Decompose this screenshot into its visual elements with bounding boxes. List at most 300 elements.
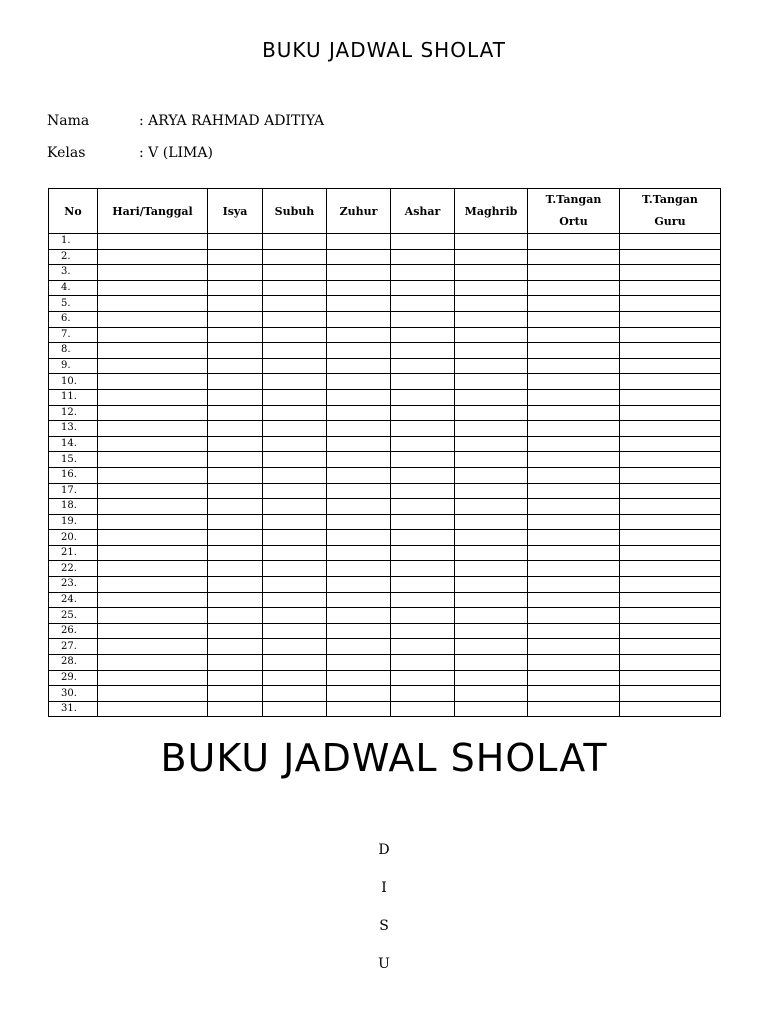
zuhur-cell[interactable] (327, 545, 391, 561)
ttd-ortu-cell[interactable] (528, 358, 620, 374)
maghrib-cell[interactable] (455, 530, 528, 546)
ttd-ortu-cell[interactable] (528, 561, 620, 577)
header-ttd-ortu (528, 189, 620, 234)
isya-cell[interactable] (208, 358, 263, 374)
zuhur-cell[interactable] (327, 405, 391, 421)
isya-cell[interactable] (208, 249, 263, 265)
table-row (49, 655, 721, 671)
ttd-ortu-cell[interactable] (528, 577, 620, 593)
hari-tanggal-cell[interactable] (98, 405, 208, 421)
hari-tanggal-cell[interactable] (98, 592, 208, 608)
maghrib-cell[interactable] (455, 436, 528, 452)
zuhur-cell[interactable] (327, 592, 391, 608)
header-ashar: Ashar (391, 189, 455, 234)
ashar-cell[interactable] (391, 405, 455, 421)
hari-tanggal-cell[interactable] (98, 311, 208, 327)
ttd-ortu-cell[interactable] (528, 514, 620, 530)
zuhur-cell[interactable] (327, 499, 391, 515)
ashar-cell[interactable] (391, 452, 455, 468)
maghrib-cell[interactable] (455, 701, 528, 717)
ttd-ortu-cell[interactable] (528, 701, 620, 717)
subuh-cell[interactable] (263, 265, 327, 281)
maghrib-cell[interactable] (455, 374, 528, 390)
ttd-ortu-cell[interactable] (528, 265, 620, 281)
ttd-ortu-cell[interactable] (528, 592, 620, 608)
subuh-cell[interactable] (263, 561, 327, 577)
subuh-cell[interactable] (263, 623, 327, 639)
subuh-cell[interactable] (263, 577, 327, 593)
ttd-guru-cell[interactable] (620, 514, 721, 530)
ttd-ortu-cell[interactable] (528, 374, 620, 390)
isya-cell[interactable] (208, 655, 263, 671)
maghrib-cell[interactable] (455, 592, 528, 608)
header-ttd-ortu-line1: T.Tangan (545, 193, 602, 206)
ashar-cell[interactable] (391, 561, 455, 577)
subuh-cell[interactable] (263, 421, 327, 437)
ttd-guru-cell[interactable] (620, 545, 721, 561)
page-title: BUKU JADWAL SHOLAT (262, 38, 506, 62)
subuh-cell[interactable] (263, 514, 327, 530)
ashar-cell[interactable] (391, 389, 455, 405)
zuhur-cell[interactable] (327, 655, 391, 671)
ttd-guru-cell[interactable] (620, 405, 721, 421)
zuhur-cell[interactable] (327, 327, 391, 343)
maghrib-cell[interactable] (455, 545, 528, 561)
subuh-cell[interactable] (263, 311, 327, 327)
isya-cell[interactable] (208, 577, 263, 593)
ttd-guru-cell[interactable] (620, 655, 721, 671)
ttd-guru-cell[interactable] (620, 436, 721, 452)
table-row (49, 452, 721, 468)
maghrib-cell[interactable] (455, 280, 528, 296)
hari-tanggal-cell[interactable] (98, 545, 208, 561)
row-number: 14. (49, 436, 98, 452)
subuh-cell[interactable] (263, 639, 327, 655)
subuh-cell[interactable] (263, 530, 327, 546)
letter: U (378, 956, 390, 972)
ashar-cell[interactable] (391, 467, 455, 483)
ttd-guru-cell[interactable] (620, 311, 721, 327)
subuh-cell[interactable] (263, 280, 327, 296)
zuhur-cell[interactable] (327, 670, 391, 686)
ashar-cell[interactable] (391, 592, 455, 608)
ashar-cell[interactable] (391, 499, 455, 515)
ashar-cell[interactable] (391, 545, 455, 561)
isya-cell[interactable] (208, 483, 263, 499)
maghrib-cell[interactable] (455, 234, 528, 250)
table-row (49, 265, 721, 281)
ttd-guru-cell[interactable] (620, 327, 721, 343)
letter: S (379, 918, 389, 934)
table-row (49, 514, 721, 530)
ttd-ortu-cell[interactable] (528, 545, 620, 561)
isya-cell[interactable] (208, 608, 263, 624)
ashar-cell[interactable] (391, 436, 455, 452)
header-no: No (49, 189, 98, 234)
nama-label: Nama (47, 113, 90, 129)
table-row (49, 389, 721, 405)
maghrib-cell[interactable] (455, 499, 528, 515)
zuhur-cell[interactable] (327, 608, 391, 624)
row-number: 30. (49, 686, 98, 702)
subuh-cell[interactable] (263, 452, 327, 468)
ttd-guru-cell[interactable] (620, 623, 721, 639)
ashar-cell[interactable] (391, 701, 455, 717)
isya-cell[interactable] (208, 592, 263, 608)
hari-tanggal-cell[interactable] (98, 701, 208, 717)
ashar-cell[interactable] (391, 374, 455, 390)
ttd-ortu-cell[interactable] (528, 452, 620, 468)
subuh-cell[interactable] (263, 358, 327, 374)
subuh-cell[interactable] (263, 343, 327, 359)
subuh-cell[interactable] (263, 545, 327, 561)
subuh-cell[interactable] (263, 389, 327, 405)
maghrib-cell[interactable] (455, 358, 528, 374)
ttd-guru-cell[interactable] (620, 234, 721, 250)
table-row (49, 530, 721, 546)
subuh-cell[interactable] (263, 608, 327, 624)
zuhur-cell[interactable] (327, 701, 391, 717)
table-row (49, 280, 721, 296)
zuhur-cell[interactable] (327, 686, 391, 702)
maghrib-cell[interactable] (455, 467, 528, 483)
subuh-cell[interactable] (263, 499, 327, 515)
ttd-guru-cell[interactable] (620, 499, 721, 515)
ttd-ortu-cell[interactable] (528, 343, 620, 359)
ashar-cell[interactable] (391, 639, 455, 655)
zuhur-cell[interactable] (327, 467, 391, 483)
hari-tanggal-cell[interactable] (98, 623, 208, 639)
isya-cell[interactable] (208, 623, 263, 639)
table-row (49, 592, 721, 608)
kelas-value: : V (LIMA) (139, 145, 213, 161)
zuhur-cell[interactable] (327, 436, 391, 452)
isya-cell[interactable] (208, 343, 263, 359)
zuhur-cell[interactable] (327, 311, 391, 327)
isya-cell[interactable] (208, 514, 263, 530)
zuhur-cell[interactable] (327, 623, 391, 639)
ttd-ortu-cell[interactable] (528, 530, 620, 546)
row-number: 11. (49, 389, 98, 405)
hari-tanggal-cell[interactable] (98, 483, 208, 499)
isya-cell[interactable] (208, 311, 263, 327)
table-header-row (49, 189, 721, 234)
ttd-guru-cell[interactable] (620, 577, 721, 593)
row-number: 8. (49, 343, 98, 359)
maghrib-cell[interactable] (455, 405, 528, 421)
table-row (49, 296, 721, 312)
maghrib-cell[interactable] (455, 514, 528, 530)
row-number: 5. (49, 296, 98, 312)
isya-cell[interactable] (208, 234, 263, 250)
hari-tanggal-cell[interactable] (98, 655, 208, 671)
zuhur-cell[interactable] (327, 514, 391, 530)
hari-tanggal-cell[interactable] (98, 374, 208, 390)
ttd-ortu-cell[interactable] (528, 405, 620, 421)
zuhur-cell[interactable] (327, 234, 391, 250)
ttd-guru-cell[interactable] (620, 701, 721, 717)
isya-cell[interactable] (208, 639, 263, 655)
ttd-guru-cell[interactable] (620, 483, 721, 499)
zuhur-cell[interactable] (327, 452, 391, 468)
table-row (49, 405, 721, 421)
ttd-guru-cell[interactable] (620, 265, 721, 281)
hari-tanggal-cell[interactable] (98, 514, 208, 530)
cover-title: BUKU JADWAL SHOLAT (160, 736, 608, 780)
ttd-ortu-cell[interactable] (528, 608, 620, 624)
ashar-cell[interactable] (391, 265, 455, 281)
row-number: 12. (49, 405, 98, 421)
isya-cell[interactable] (208, 389, 263, 405)
zuhur-cell[interactable] (327, 249, 391, 265)
kelas-label: Kelas (47, 145, 86, 161)
ttd-ortu-cell[interactable] (528, 686, 620, 702)
hari-tanggal-cell[interactable] (98, 686, 208, 702)
table-row (49, 608, 721, 624)
maghrib-cell[interactable] (455, 311, 528, 327)
ttd-guru-cell[interactable] (620, 592, 721, 608)
header-ttd-guru-line2: Guru (654, 215, 686, 228)
hari-tanggal-cell[interactable] (98, 639, 208, 655)
maghrib-cell[interactable] (455, 561, 528, 577)
zuhur-cell[interactable] (327, 421, 391, 437)
isya-cell[interactable] (208, 374, 263, 390)
ashar-cell[interactable] (391, 280, 455, 296)
maghrib-cell[interactable] (455, 389, 528, 405)
subuh-cell[interactable] (263, 405, 327, 421)
isya-cell[interactable] (208, 296, 263, 312)
zuhur-cell[interactable] (327, 389, 391, 405)
table-body (49, 234, 721, 717)
zuhur-cell[interactable] (327, 561, 391, 577)
subuh-cell[interactable] (263, 483, 327, 499)
isya-cell[interactable] (208, 467, 263, 483)
subuh-cell[interactable] (263, 296, 327, 312)
isya-cell[interactable] (208, 670, 263, 686)
nama-row (47, 113, 324, 129)
hari-tanggal-cell[interactable] (98, 358, 208, 374)
ashar-cell[interactable] (391, 311, 455, 327)
ttd-ortu-cell[interactable] (528, 499, 620, 515)
isya-cell[interactable] (208, 265, 263, 281)
hari-tanggal-cell[interactable] (98, 265, 208, 281)
ttd-guru-cell[interactable] (620, 389, 721, 405)
header-hari-tanggal: Hari/Tanggal (98, 189, 208, 234)
subuh-cell[interactable] (263, 374, 327, 390)
maghrib-cell[interactable] (455, 608, 528, 624)
ttd-guru-cell[interactable] (620, 452, 721, 468)
maghrib-cell[interactable] (455, 483, 528, 499)
maghrib-cell[interactable] (455, 265, 528, 281)
ttd-ortu-cell[interactable] (528, 249, 620, 265)
subuh-cell[interactable] (263, 467, 327, 483)
zuhur-cell[interactable] (327, 296, 391, 312)
ttd-guru-cell[interactable] (620, 421, 721, 437)
maghrib-cell[interactable] (455, 577, 528, 593)
header-isya: Isya (208, 189, 263, 234)
ttd-ortu-cell[interactable] (528, 655, 620, 671)
hari-tanggal-cell[interactable] (98, 577, 208, 593)
ashar-cell[interactable] (391, 249, 455, 265)
table-row (49, 701, 721, 717)
hari-tanggal-cell[interactable] (98, 452, 208, 468)
ashar-cell[interactable] (391, 358, 455, 374)
isya-cell[interactable] (208, 280, 263, 296)
row-number: 31. (49, 701, 98, 717)
maghrib-cell[interactable] (455, 343, 528, 359)
ttd-ortu-cell[interactable] (528, 483, 620, 499)
maghrib-cell[interactable] (455, 670, 528, 686)
table-row (49, 358, 721, 374)
ttd-ortu-cell[interactable] (528, 389, 620, 405)
isya-cell[interactable] (208, 405, 263, 421)
hari-tanggal-cell[interactable] (98, 280, 208, 296)
ashar-cell[interactable] (391, 234, 455, 250)
maghrib-cell[interactable] (455, 686, 528, 702)
maghrib-cell[interactable] (455, 249, 528, 265)
zuhur-cell[interactable] (327, 358, 391, 374)
table-row (49, 670, 721, 686)
prayer-schedule-table (48, 188, 721, 717)
ashar-cell[interactable] (391, 296, 455, 312)
row-number: 25. (49, 608, 98, 624)
subuh-cell[interactable] (263, 327, 327, 343)
subuh-cell[interactable] (263, 686, 327, 702)
header-zuhur: Zuhur (327, 189, 391, 234)
ttd-ortu-cell[interactable] (528, 421, 620, 437)
subuh-cell[interactable] (263, 234, 327, 250)
zuhur-cell[interactable] (327, 280, 391, 296)
hari-tanggal-cell[interactable] (98, 327, 208, 343)
ttd-ortu-cell[interactable] (528, 234, 620, 250)
ttd-guru-cell[interactable] (620, 249, 721, 265)
row-number: 13. (49, 421, 98, 437)
ashar-cell[interactable] (391, 577, 455, 593)
ttd-guru-cell[interactable] (620, 343, 721, 359)
ashar-cell[interactable] (391, 343, 455, 359)
hari-tanggal-cell[interactable] (98, 530, 208, 546)
subuh-cell[interactable] (263, 670, 327, 686)
hari-tanggal-cell[interactable] (98, 561, 208, 577)
ttd-guru-cell[interactable] (620, 374, 721, 390)
isya-cell[interactable] (208, 436, 263, 452)
ashar-cell[interactable] (391, 514, 455, 530)
subuh-cell[interactable] (263, 655, 327, 671)
hari-tanggal-cell[interactable] (98, 608, 208, 624)
ttd-guru-cell[interactable] (620, 561, 721, 577)
subuh-cell[interactable] (263, 249, 327, 265)
subuh-cell[interactable] (263, 701, 327, 717)
ttd-guru-cell[interactable] (620, 280, 721, 296)
ttd-ortu-cell[interactable] (528, 296, 620, 312)
ttd-guru-cell[interactable] (620, 670, 721, 686)
ttd-ortu-cell[interactable] (528, 327, 620, 343)
ttd-ortu-cell[interactable] (528, 311, 620, 327)
subuh-cell[interactable] (263, 436, 327, 452)
hari-tanggal-cell[interactable] (98, 234, 208, 250)
ttd-guru-cell[interactable] (620, 358, 721, 374)
ashar-cell[interactable] (391, 623, 455, 639)
isya-cell[interactable] (208, 561, 263, 577)
maghrib-cell[interactable] (455, 296, 528, 312)
ashar-cell[interactable] (391, 327, 455, 343)
row-number: 26. (49, 623, 98, 639)
ashar-cell[interactable] (391, 655, 455, 671)
isya-cell[interactable] (208, 545, 263, 561)
ttd-guru-cell[interactable] (620, 296, 721, 312)
ttd-guru-cell[interactable] (620, 530, 721, 546)
maghrib-cell[interactable] (455, 623, 528, 639)
ttd-ortu-cell[interactable] (528, 467, 620, 483)
table-row (49, 639, 721, 655)
hari-tanggal-cell[interactable] (98, 467, 208, 483)
maghrib-cell[interactable] (455, 655, 528, 671)
hari-tanggal-cell[interactable] (98, 249, 208, 265)
zuhur-cell[interactable] (327, 530, 391, 546)
zuhur-cell[interactable] (327, 483, 391, 499)
hari-tanggal-cell[interactable] (98, 670, 208, 686)
table-row (49, 577, 721, 593)
ttd-ortu-cell[interactable] (528, 436, 620, 452)
table-row (49, 467, 721, 483)
maghrib-cell[interactable] (455, 452, 528, 468)
zuhur-cell[interactable] (327, 639, 391, 655)
ttd-ortu-cell[interactable] (528, 670, 620, 686)
ashar-cell[interactable] (391, 608, 455, 624)
ashar-cell[interactable] (391, 530, 455, 546)
table-row (49, 374, 721, 390)
isya-cell[interactable] (208, 327, 263, 343)
isya-cell[interactable] (208, 701, 263, 717)
maghrib-cell[interactable] (455, 421, 528, 437)
hari-tanggal-cell[interactable] (98, 436, 208, 452)
subuh-cell[interactable] (263, 592, 327, 608)
ttd-guru-cell[interactable] (620, 467, 721, 483)
maghrib-cell[interactable] (455, 639, 528, 655)
ttd-guru-cell[interactable] (620, 686, 721, 702)
maghrib-cell[interactable] (455, 327, 528, 343)
ashar-cell[interactable] (391, 421, 455, 437)
header-ttd-ortu-line2: Ortu (559, 215, 588, 228)
isya-cell[interactable] (208, 530, 263, 546)
zuhur-cell[interactable] (327, 265, 391, 281)
ttd-ortu-cell[interactable] (528, 280, 620, 296)
ttd-guru-cell[interactable] (620, 608, 721, 624)
hari-tanggal-cell[interactable] (98, 421, 208, 437)
ashar-cell[interactable] (391, 670, 455, 686)
ashar-cell[interactable] (391, 686, 455, 702)
hari-tanggal-cell[interactable] (98, 296, 208, 312)
nama-value: : ARYA RAHMAD ADITIYA (139, 113, 325, 129)
isya-cell[interactable] (208, 499, 263, 515)
ttd-guru-cell[interactable] (620, 639, 721, 655)
header-ttd-guru-line1: T.Tangan (642, 193, 698, 206)
ttd-ortu-cell[interactable] (528, 623, 620, 639)
isya-cell[interactable] (208, 452, 263, 468)
hari-tanggal-cell[interactable] (98, 389, 208, 405)
isya-cell[interactable] (208, 421, 263, 437)
hari-tanggal-cell[interactable] (98, 343, 208, 359)
hari-tanggal-cell[interactable] (98, 499, 208, 515)
ttd-ortu-cell[interactable] (528, 639, 620, 655)
zuhur-cell[interactable] (327, 374, 391, 390)
table-row (49, 311, 721, 327)
isya-cell[interactable] (208, 686, 263, 702)
zuhur-cell[interactable] (327, 343, 391, 359)
row-number: 27. (49, 639, 98, 655)
ashar-cell[interactable] (391, 483, 455, 499)
zuhur-cell[interactable] (327, 577, 391, 593)
